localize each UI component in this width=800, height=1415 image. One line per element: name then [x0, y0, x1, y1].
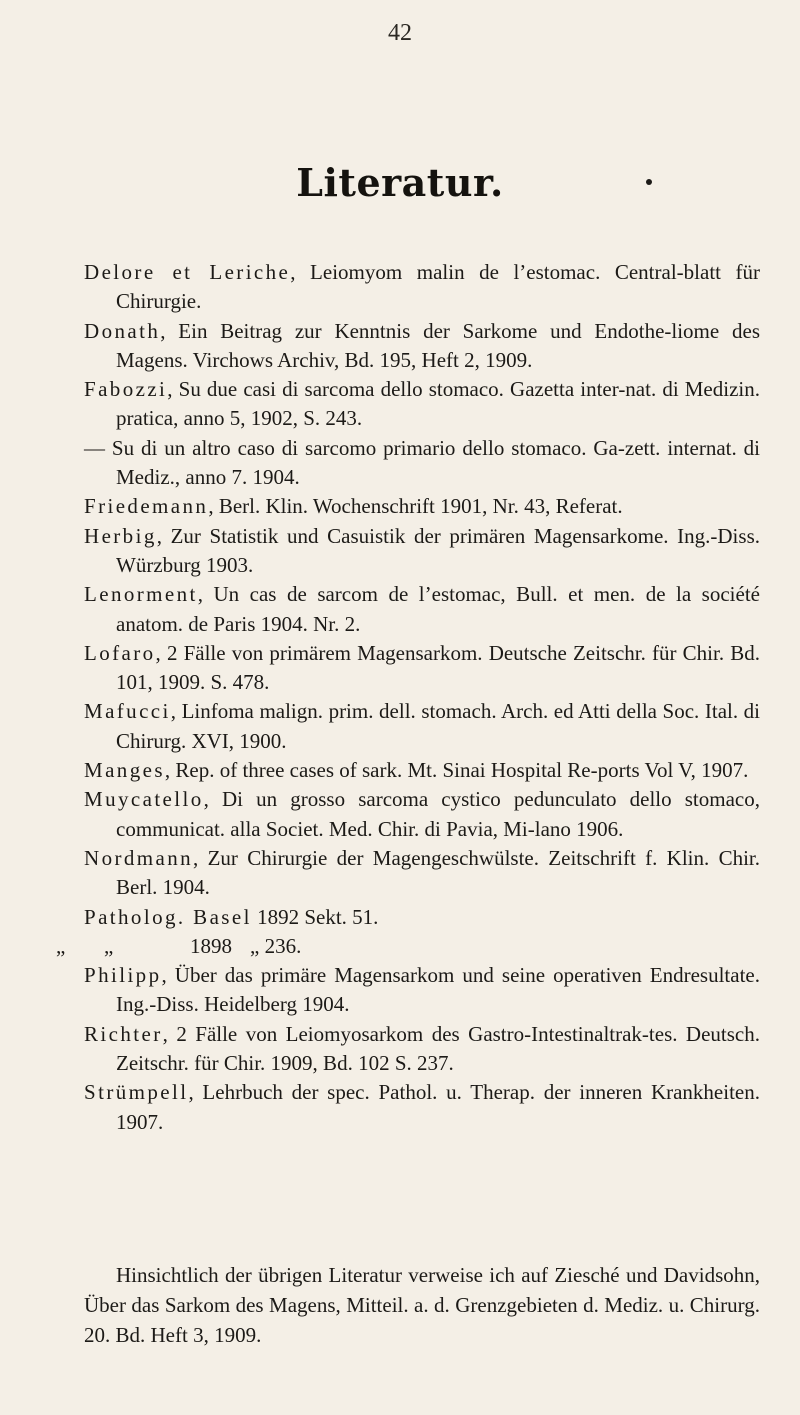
reference-entry [84, 492, 760, 521]
reference-text: , Über das primäre Magensarkom und seine operativen Endresultate. Ing.-Diss. Heidelberg 1904. [116, 963, 760, 1017]
reference-entry [84, 756, 760, 785]
reference-text: , Un cas de sarcom de l’estomac, Bull. et men. de la société anatom. de Paris 1904. Nr. 2. [116, 582, 760, 636]
reference-author: Fabozzi [84, 377, 168, 402]
reference-entry [84, 639, 760, 698]
reference-author: Strümpell [84, 1080, 189, 1105]
stray-dot-mark [646, 179, 652, 185]
reference-author: Nordmann [84, 845, 194, 870]
reference-ditto-line [56, 932, 760, 961]
reference-author: Mafucci [84, 699, 171, 724]
reference-text: , Linfoma malign. prim. dell. stomach. Arch. ed Atti della Soc. Ital. di Chirurg. XVI, 1900. [116, 699, 760, 753]
reference-author: Friedemann [84, 494, 209, 519]
reference-text: , Leiomyom malin de l’estomac. Central-blatt für Chirurgie. [116, 260, 760, 314]
reference-author: Manges [84, 758, 165, 783]
ditto-number: 236. [264, 933, 302, 958]
reference-author: Delore et Leriche [84, 260, 291, 284]
ditto-mark: „ [104, 933, 114, 958]
reference-author: Patholog. Basel [84, 904, 252, 929]
reference-entry [84, 375, 760, 434]
reference-entry [84, 785, 760, 844]
reference-text: , 2 Fälle von Leiomyosarkom des Gastro-Intestinaltrak-tes. Deutsch. Zeitschr. für Chir. 1909, Bd. 102 S. 237. [116, 1021, 760, 1076]
reference-author: Richter [84, 1021, 163, 1046]
ditto-year: 1898 [190, 933, 232, 958]
reference-entry [84, 258, 760, 317]
reference-entry [84, 1078, 760, 1137]
reference-author: Donath [84, 318, 161, 343]
reference-text: , 2 Fälle von primärem Magensarkom. Deutsche Zeitschr. für Chir. Bd. 101, 1909. S. 478. [116, 640, 760, 695]
reference-text: — Su di un altro caso di sarcomo primario dello stomaco. Ga-zett. internat. di Mediz., anno 7. 1904. [84, 435, 760, 490]
reference-entry [84, 580, 760, 639]
reference-entry [84, 844, 760, 903]
reference-text: , Su due casi di sarcoma dello stomaco. Gazetta inter-nat. di Medizin. pratica, anno 5, 1902, S. 243. [116, 377, 760, 431]
reference-list [56, 258, 760, 1137]
reference-author: Herbig [84, 523, 157, 548]
page-number: 42 [388, 20, 412, 46]
reference-entry [84, 697, 760, 756]
reference-entry [84, 961, 760, 1020]
reference-entry [84, 903, 760, 932]
reference-author: Lenorment [84, 582, 198, 607]
ditto-mark: „ [56, 933, 66, 958]
reference-text: , Zur Chirurgie der Magengeschwülste. Zeitschrift f. Klin. Chir. Berl. 1904. [116, 845, 760, 900]
reference-text: , Zur Statistik und Casuistik der primären Magensarkome. Ing.-Diss. Würzburg 1903. [116, 523, 760, 577]
reference-text: , Berl. Klin. Wochenschrift 1901, Nr. 43, Referat. [208, 494, 623, 519]
reference-entry [84, 434, 760, 493]
reference-author: Lofaro [84, 640, 156, 665]
reference-text: 1892 Sekt. 51. [251, 904, 379, 929]
closing-paragraph: Hinsichtlich der übrigen Literatur verweise ich auf Ziesché und Davidsohn, Über das Sarkom des Magens, Mitteil. a. d. Grenzgebieten d. Mediz. u. Chirurg. 20. Bd. Heft 3, 1909. [84, 1263, 760, 1347]
reference-text: , Ein Beitrag zur Kenntnis der Sarkome und Endothe-liome des Magens. Virchows Archiv, Bd. 195, Heft 2, 1909. [116, 318, 760, 372]
reference-author: Muycatello [84, 787, 204, 812]
reference-entry [84, 522, 760, 581]
reference-text: , Di un grosso sarcoma cystico pedunculato dello stomaco, communicat. alla Societ. Med. Chir. di Pavia, Mi-lano 1906. [116, 787, 760, 841]
reference-text: , Rep. of three cases of sark. Mt. Sinai Hospital Re-ports Vol V, 1907. [164, 758, 749, 783]
ditto-mark: „ [250, 933, 260, 958]
reference-text: , Lehrbuch der spec. Pathol. u. Therap. der inneren Krankheiten. 1907. [116, 1080, 760, 1134]
section-heading: Literatur. [296, 160, 504, 205]
reference-entry [84, 1020, 760, 1079]
reference-author: Philipp [84, 963, 162, 988]
reference-entry [84, 317, 760, 376]
